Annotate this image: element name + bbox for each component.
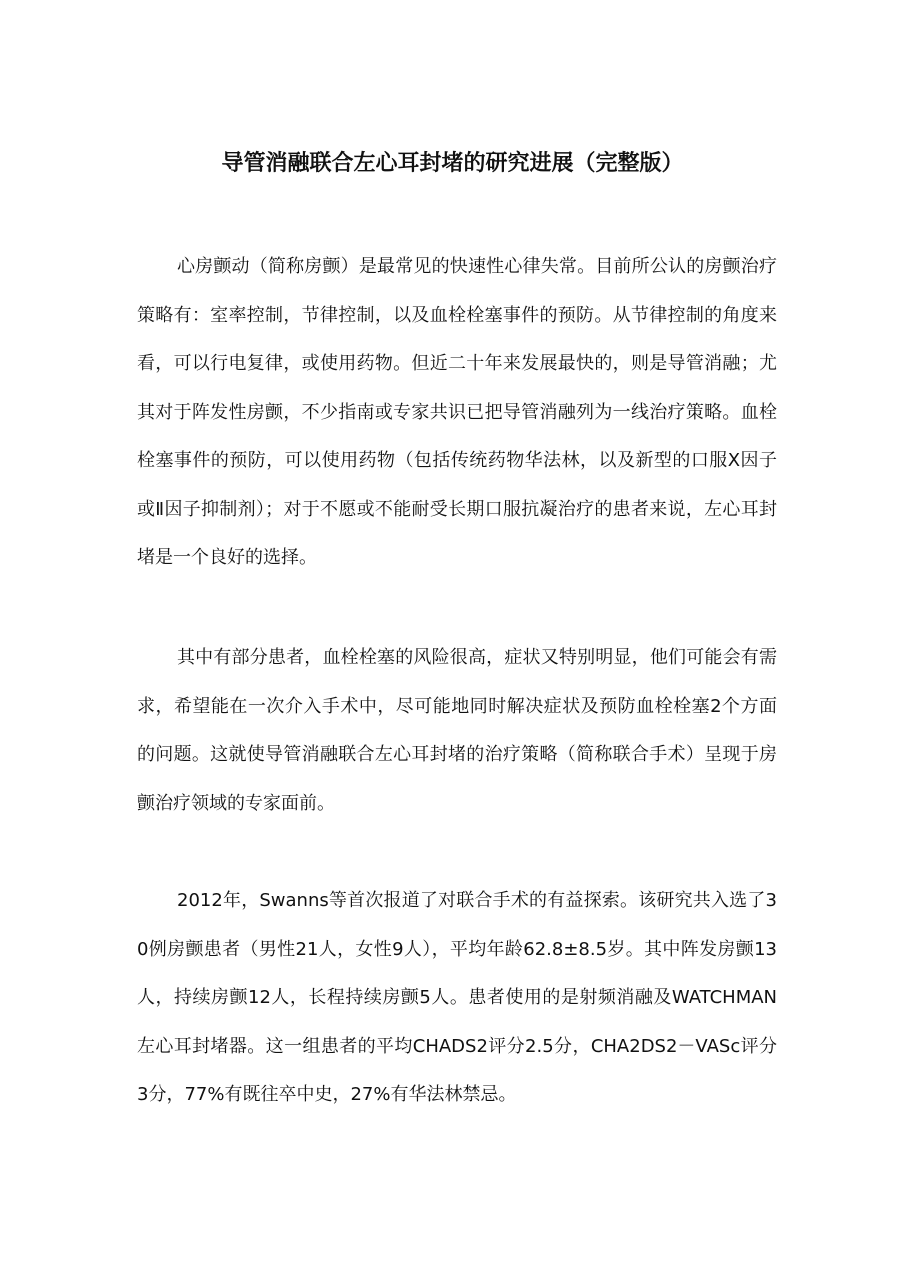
document-title: 导管消融联合左心耳封堵的研究进展（完整版） (221, 150, 684, 176)
paragraph-1: 心房颤动（简称房颤）是最常见的快速性心律失常。目前所公认的房颤治疗策略有：室率控制，节律控制，以及血栓栓塞事件的预防。从节律控制的角度来看，可以行电复律，或使用药物。但近二十年来发展最快的，则是导管消融；尤其对于阵发性房颤，不少指南或专家共识已把导管消融列为一线治疗策略。血栓栓塞事件的预防，可以使用药物（包括传统药物华法林，以及新型的口服Ⅹ因子或Ⅱ因子抑制剂）；对于不愿或不能耐受长期口服抗凝治疗的患者来说，左心耳封堵是一个良好的选择。 (137, 256, 777, 568)
paragraph-3: 2012年，Swanns等首次报道了对联合手术的有益探索。该研究共入选了30例房颤患者（男性21人，女性9人），平均年龄62.8±8.5岁。其中阵发房颤13人，持续房颤12人，长程持续房颤5人。患者使用的是射频消融及WATCHMAN左心耳封堵器。这一组患者的平均CHADS2评分2.5分，CHA2DS2－VASc评分3分，77%有既往卒中史，27%有华法林禁忌。 (137, 890, 777, 1105)
paragraph-2: 其中有部分患者，血栓栓塞的风险很高，症状又特别明显，他们可能会有需求，希望能在一次介入手术中，尽可能地同时解决症状及预防血栓栓塞2个方面的问题。这就使导管消融联合左心耳封堵的治疗策略（简称联合手术）呈现于房颤治疗领域的专家面前。 (137, 647, 777, 814)
